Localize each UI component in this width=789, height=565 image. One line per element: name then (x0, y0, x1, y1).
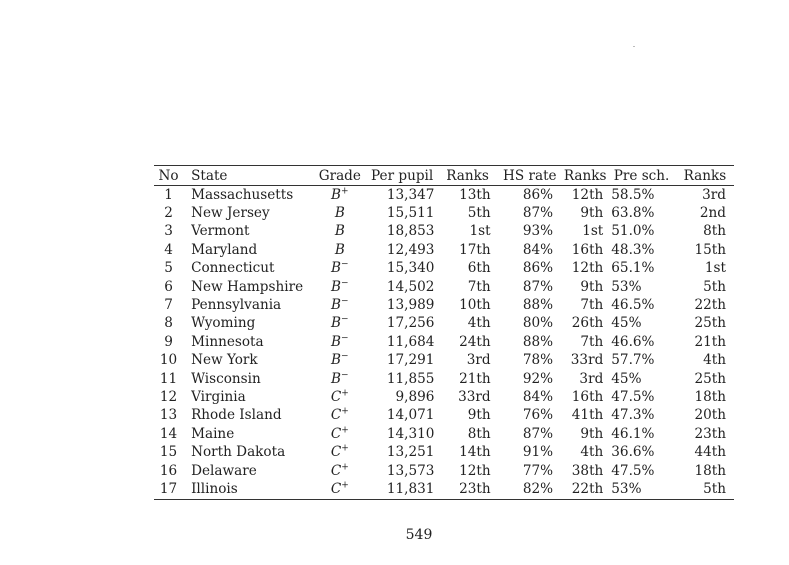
cell-per-pupil: 14,071 (386, 407, 435, 424)
cell-no: 17 (159, 480, 178, 497)
cell-ranks-pre-school: 20th (694, 407, 726, 424)
cell-ranks-per-pupil: 7th (467, 278, 491, 295)
cell-ranks-hs-rate: 7th (580, 333, 604, 350)
cell-ranks-per-pupil: 10th (459, 297, 491, 314)
cell-state: Delaware (191, 462, 257, 479)
cell-hs-rate: 87% (522, 205, 554, 222)
cell-per-pupil: 12,493 (386, 241, 435, 258)
cell-grade: B− (331, 259, 349, 277)
scan-speck (633, 46, 635, 47)
cell-state: New York (191, 352, 258, 369)
cell-ranks-hs-rate: 7th (580, 297, 604, 314)
table-row (154, 407, 734, 425)
cell-per-pupil: 11,855 (386, 370, 435, 387)
header-no: No (158, 167, 179, 184)
cell-grade: B− (331, 314, 349, 332)
cell-ranks-hs-rate: 9th (580, 425, 604, 442)
cell-no: 8 (164, 315, 173, 332)
header-ranks-per-pupil: Ranks (446, 167, 489, 184)
cell-grade: C+ (330, 425, 349, 442)
cell-ranks-per-pupil: 33rd (458, 388, 491, 405)
table-header-row (154, 166, 734, 186)
cell-hs-rate: 78% (522, 352, 554, 369)
cell-pre-school: 36.6% (611, 444, 655, 461)
table-row (154, 260, 734, 278)
cell-pre-school: 58.5% (611, 186, 655, 203)
cell-ranks-pre-school: 2nd (699, 205, 726, 222)
cell-ranks-pre-school: 21th (694, 333, 726, 350)
cell-no: 11 (159, 370, 178, 387)
table-row (154, 315, 734, 333)
cell-pre-school: 47.5% (611, 388, 655, 405)
cell-ranks-hs-rate: 41th (571, 407, 604, 424)
cell-no: 14 (159, 425, 178, 442)
cell-no: 15 (159, 444, 178, 461)
cell-hs-rate: 87% (522, 425, 554, 442)
cell-ranks-hs-rate: 33rd (570, 352, 604, 369)
state-education-table (154, 165, 734, 500)
cell-ranks-pre-school: 15th (694, 241, 726, 258)
cell-hs-rate: 80% (522, 315, 554, 332)
cell-ranks-per-pupil: 12th (459, 462, 491, 479)
cell-state: Maine (191, 425, 235, 442)
cell-grade: C+ (330, 480, 349, 497)
cell-pre-school: 47.3% (611, 407, 655, 424)
cell-ranks-hs-rate: 12th (571, 186, 604, 203)
cell-ranks-per-pupil: 17th (459, 241, 491, 258)
header-state: State (191, 167, 228, 184)
cell-hs-rate: 86% (522, 260, 554, 277)
cell-hs-rate: 86% (522, 186, 554, 203)
cell-ranks-hs-rate: 38th (571, 462, 604, 479)
cell-pre-school: 63.8% (611, 205, 655, 222)
cell-ranks-pre-school: 5th (703, 480, 726, 497)
cell-per-pupil: 17,291 (386, 352, 435, 369)
header-hs-rate: HS rate (503, 167, 557, 184)
cell-ranks-per-pupil: 8th (467, 425, 491, 442)
cell-state: Minnesota (191, 333, 264, 350)
cell-ranks-per-pupil: 24th (459, 333, 491, 350)
cell-ranks-per-pupil: 21th (459, 370, 491, 387)
cell-no: 5 (164, 260, 173, 277)
cell-ranks-hs-rate: 22th (571, 480, 604, 497)
cell-grade: B− (331, 296, 349, 314)
table-row (154, 388, 734, 406)
table-row (154, 425, 734, 443)
table-row (154, 370, 734, 388)
cell-ranks-hs-rate: 4th (580, 444, 604, 461)
header-per-pupil: Per pupil (370, 167, 434, 184)
table-row (154, 443, 734, 461)
cell-ranks-pre-school: 44th (694, 444, 726, 461)
cell-pre-school: 53% (611, 480, 642, 497)
cell-state: Massachusetts (191, 186, 294, 203)
cell-no: 9 (164, 333, 173, 350)
cell-ranks-pre-school: 3rd (702, 186, 726, 203)
table-body (154, 186, 734, 500)
cell-per-pupil: 13,251 (386, 444, 435, 461)
cell-hs-rate: 82% (522, 480, 554, 497)
cell-pre-school: 45% (611, 315, 642, 332)
cell-state: Illinois (191, 480, 238, 497)
cell-per-pupil: 15,511 (386, 205, 435, 222)
cell-state: Wyoming (191, 315, 256, 332)
cell-no: 3 (164, 223, 173, 240)
cell-ranks-pre-school: 18th (694, 462, 726, 479)
cell-grade: B+ (331, 186, 349, 203)
cell-ranks-hs-rate: 9th (580, 205, 604, 222)
cell-ranks-per-pupil: 3rd (466, 352, 491, 369)
cell-ranks-hs-rate: 26th (571, 315, 604, 332)
table-row (154, 352, 734, 370)
cell-state: Maryland (191, 241, 258, 258)
cell-ranks-per-pupil: 5th (467, 205, 491, 222)
table-row (154, 241, 734, 259)
cell-per-pupil: 13,989 (386, 297, 435, 314)
cell-grade: C+ (330, 462, 349, 479)
cell-hs-rate: 91% (522, 444, 554, 461)
cell-no: 4 (164, 241, 173, 258)
cell-per-pupil: 14,310 (386, 425, 435, 442)
cell-per-pupil: 13,347 (386, 186, 435, 203)
cell-state: New Jersey (191, 205, 270, 222)
cell-hs-rate: 84% (522, 241, 554, 258)
cell-no: 1 (164, 186, 173, 203)
cell-grade: C+ (330, 443, 349, 461)
cell-no: 10 (159, 352, 178, 369)
table-row (154, 223, 734, 241)
cell-ranks-per-pupil: 4th (467, 315, 491, 332)
cell-grade: B (334, 223, 345, 240)
cell-state: New Hampshire (191, 278, 304, 295)
cell-ranks-per-pupil: 6th (467, 260, 491, 277)
cell-state: North Dakota (191, 444, 286, 461)
cell-hs-rate: 77% (522, 462, 554, 479)
table-row (154, 333, 734, 351)
cell-ranks-hs-rate: 3rd (579, 370, 604, 387)
cell-ranks-per-pupil: 14th (459, 444, 491, 461)
cell-no: 6 (164, 278, 173, 295)
cell-no: 12 (159, 388, 178, 405)
table-row (154, 278, 734, 296)
cell-hs-rate: 93% (522, 223, 554, 240)
cell-per-pupil: 15,340 (386, 260, 435, 277)
cell-ranks-pre-school: 18th (694, 388, 726, 405)
cell-pre-school: 51.0% (611, 223, 655, 240)
table-row (154, 480, 734, 499)
cell-per-pupil: 11,684 (386, 333, 435, 350)
cell-grade: B− (331, 351, 349, 369)
table-row (154, 462, 734, 480)
header-ranks-hs-rate: Ranks (563, 167, 607, 184)
cell-no: 16 (159, 462, 178, 479)
cell-state: Pennsylvania (191, 297, 282, 314)
cell-ranks-pre-school: 8th (703, 223, 726, 240)
cell-per-pupil: 14,502 (386, 278, 435, 295)
cell-hs-rate: 92% (522, 370, 554, 387)
cell-pre-school: 65.1% (611, 260, 655, 277)
table-row (154, 186, 734, 205)
cell-ranks-pre-school: 25th (694, 315, 726, 332)
header-grade: Grade (318, 167, 361, 184)
page-number: 549 (405, 527, 433, 543)
cell-ranks-per-pupil: 13th (459, 186, 491, 203)
cell-hs-rate: 88% (522, 333, 554, 350)
cell-grade: B (334, 241, 345, 258)
cell-per-pupil: 9,896 (395, 388, 435, 405)
cell-ranks-pre-school: 5th (703, 278, 726, 295)
cell-hs-rate: 88% (522, 297, 554, 314)
cell-no: 13 (159, 407, 178, 424)
cell-per-pupil: 11,831 (386, 480, 435, 497)
cell-ranks-per-pupil: 1st (469, 223, 491, 240)
cell-hs-rate: 76% (522, 407, 554, 424)
cell-ranks-hs-rate: 1st (582, 223, 604, 240)
cell-pre-school: 57.7% (611, 352, 655, 369)
cell-no: 7 (164, 297, 173, 314)
cell-ranks-pre-school: 22th (694, 297, 726, 314)
cell-grade: B− (331, 333, 349, 350)
cell-pre-school: 45% (611, 370, 642, 387)
cell-ranks-pre-school: 1st (704, 260, 726, 277)
table-row (154, 296, 734, 314)
cell-hs-rate: 84% (522, 388, 554, 405)
cell-pre-school: 46.6% (611, 333, 655, 350)
cell-state: Connecticut (191, 260, 275, 277)
cell-pre-school: 46.1% (611, 425, 655, 442)
header-ranks-pre-school: Ranks (683, 167, 727, 184)
cell-ranks-pre-school: 25th (694, 370, 726, 387)
cell-grade: B (334, 205, 345, 222)
cell-pre-school: 47.5% (611, 462, 655, 479)
cell-ranks-pre-school: 4th (703, 352, 726, 369)
cell-state: Vermont (191, 223, 250, 240)
cell-pre-school: 53% (611, 278, 642, 295)
cell-per-pupil: 17,256 (386, 315, 435, 332)
cell-grade: C+ (330, 388, 349, 405)
cell-no: 2 (164, 205, 173, 222)
cell-ranks-per-pupil: 9th (467, 407, 491, 424)
cell-ranks-per-pupil: 23th (459, 480, 491, 497)
cell-ranks-hs-rate: 9th (580, 278, 604, 295)
header-pre-school: Pre sch. (613, 167, 670, 184)
cell-ranks-pre-school: 23th (694, 425, 726, 442)
cell-grade: C+ (330, 406, 349, 424)
table-row (154, 204, 734, 222)
cell-pre-school: 46.5% (611, 297, 655, 314)
cell-state: Virginia (191, 388, 246, 405)
cell-ranks-hs-rate: 16th (571, 241, 604, 258)
cell-grade: B− (331, 278, 349, 295)
cell-per-pupil: 13,573 (386, 462, 435, 479)
cell-hs-rate: 87% (522, 278, 554, 295)
cell-per-pupil: 18,853 (386, 223, 435, 240)
cell-state: Wisconsin (191, 370, 261, 387)
cell-ranks-hs-rate: 16th (571, 388, 604, 405)
cell-ranks-hs-rate: 12th (571, 260, 604, 277)
cell-pre-school: 48.3% (611, 241, 655, 258)
cell-state: Rhode Island (191, 407, 282, 424)
cell-grade: B− (331, 370, 349, 387)
